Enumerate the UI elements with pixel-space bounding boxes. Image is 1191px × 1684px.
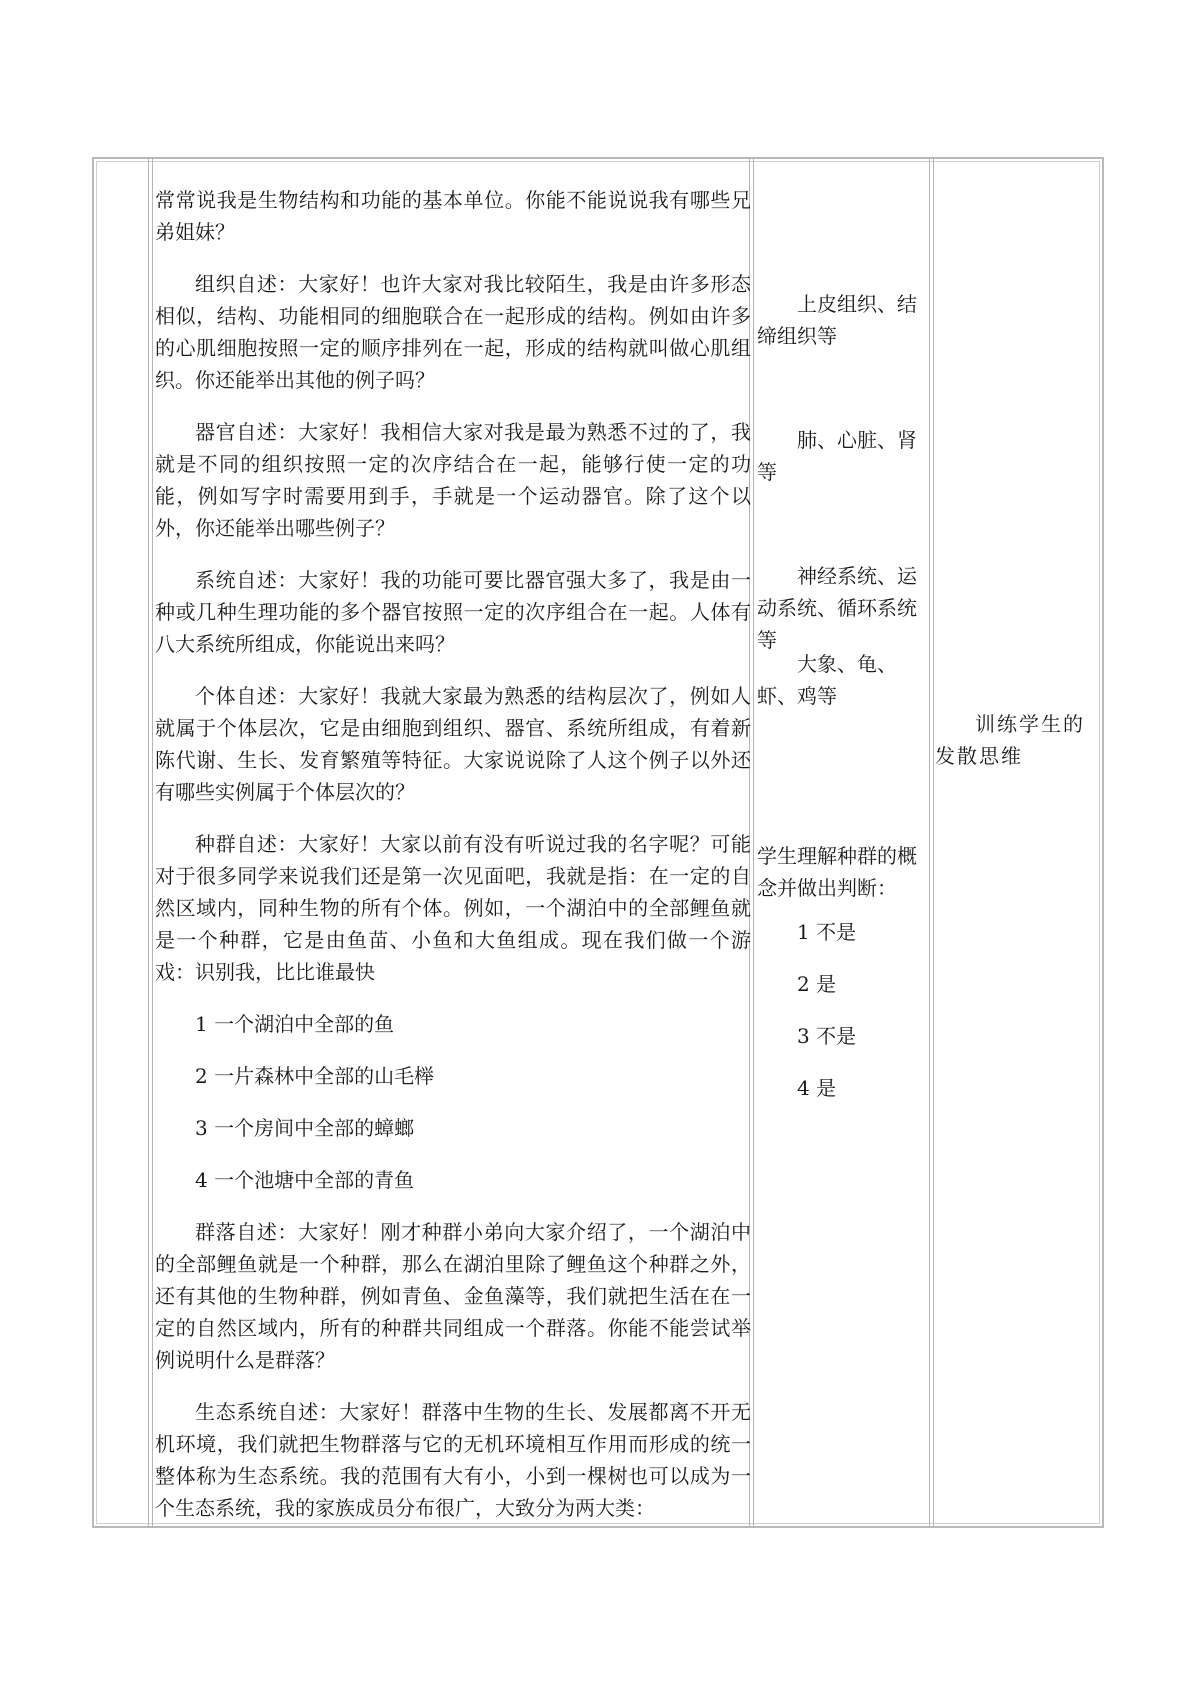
quiz-answer-1: 1 不是 bbox=[797, 920, 857, 944]
teacher-activity-column bbox=[155, 184, 751, 1544]
quiz-answer-2: 2 是 bbox=[797, 972, 837, 996]
ecosystem-paragraph: 生态系统自述：大家好！群落中生物的生长、发展都离不开无机环境，我们就把生物群落与它的无机环境相互作用而形成的统一整体称为生态系统。我的范围有大有小，小到一棵树也可以成为一个生态系统，我的家族成员分布很广，大致分为两大类： bbox=[155, 1400, 751, 1520]
quiz-item-3: 3 一个房间中全部的蟑螂 bbox=[195, 1116, 415, 1140]
quiz-item-2: 2 一片森林中全部的山毛榉 bbox=[195, 1064, 435, 1088]
organ-paragraph: 器官自述：大家好！我相信大家对我是最为熟悉不过的了，我就是不同的组织按照一定的次序结合在一起，能够行使一定的功能，例如写字时需要用到手，手就是一个运动器官。除了这个以外，你还能举出哪些例子？ bbox=[155, 420, 751, 540]
quiz-answer-3: 3 不是 bbox=[797, 1024, 857, 1048]
tissue-paragraph: 组织自述：大家好！也许大家对我比较陌生，我是由许多形态相似，结构、功能相同的细胞联合在一起形成的结构。例如由许多的心肌细胞按照一定的顺序排列在一起，形成的结构就叫做心肌组织。你还能举出其他的例子吗？ bbox=[155, 272, 751, 392]
community-paragraph: 群落自述：大家好！刚才种群小弟向大家介绍了，一个湖泊中的全部鲤鱼就是一个种群，那么在湖泊里除了鲤鱼这个种群之外，还有其他的生物种群，例如青鱼、金鱼藻等，我们就把生活在在一定的自然区域内，所有的种群共同组成一个群落。你能不能尝试举例说明什么是群落？ bbox=[155, 1220, 751, 1372]
system-paragraph: 系统自述：大家好！我的功能可要比器官强大多了，我是由一种或几种生理功能的多个器官按照一定的次序组合在一起。人体有八大系统所组成，你能说出来吗？ bbox=[155, 568, 751, 656]
individual-paragraph: 个体自述：大家好！我就大家最为熟悉的结构层次了，例如人就属于个体层次，它是由细胞到组织、器官、系统所组成，有着新陈代谢、生长、发育繁殖等特征。大家说说除了人这个例子以外还有哪些实例属于个体层次的？ bbox=[155, 684, 751, 804]
population-task: 学生理解种群的概念并做出判断： bbox=[757, 844, 917, 900]
answer-tissue: 上皮组织、结缔组织等 bbox=[757, 292, 917, 348]
answer-organ: 肺、心脏、肾等 bbox=[757, 428, 917, 484]
quiz-item-4: 4 一个池塘中全部的青鱼 bbox=[195, 1168, 415, 1192]
answer-system: 神经系统、运动系统、循环系统等 bbox=[757, 564, 917, 652]
population-paragraph: 种群自述：大家好！大家以前有没有听说过我的名字呢？可能对于很多同学来说我们还是第一次见面吧，我就是指：在一定的自然区域内，同种生物的所有个体。例如，一个湖泊中的全部鲤鱼就是一个种群，它是由鱼苗、小鱼和大鱼组成。现在我们做一个游戏：识别我，比比谁最快 bbox=[155, 832, 751, 984]
design-purpose-text: 训练学生的发散思维 bbox=[935, 712, 1085, 768]
column-divider-1 bbox=[148, 157, 153, 1528]
answer-individual: 大象、龟、虾、鸡等 bbox=[757, 652, 897, 708]
intro-paragraph: 常常说我是生物结构和功能的基本单位。你能不能说说我有哪些兄弟姐妹？ bbox=[155, 188, 751, 244]
design-purpose-column bbox=[935, 708, 1103, 772]
quiz-answer-4: 4 是 bbox=[797, 1076, 837, 1100]
quiz-item-1: 1 一个湖泊中全部的鱼 bbox=[195, 1012, 395, 1036]
